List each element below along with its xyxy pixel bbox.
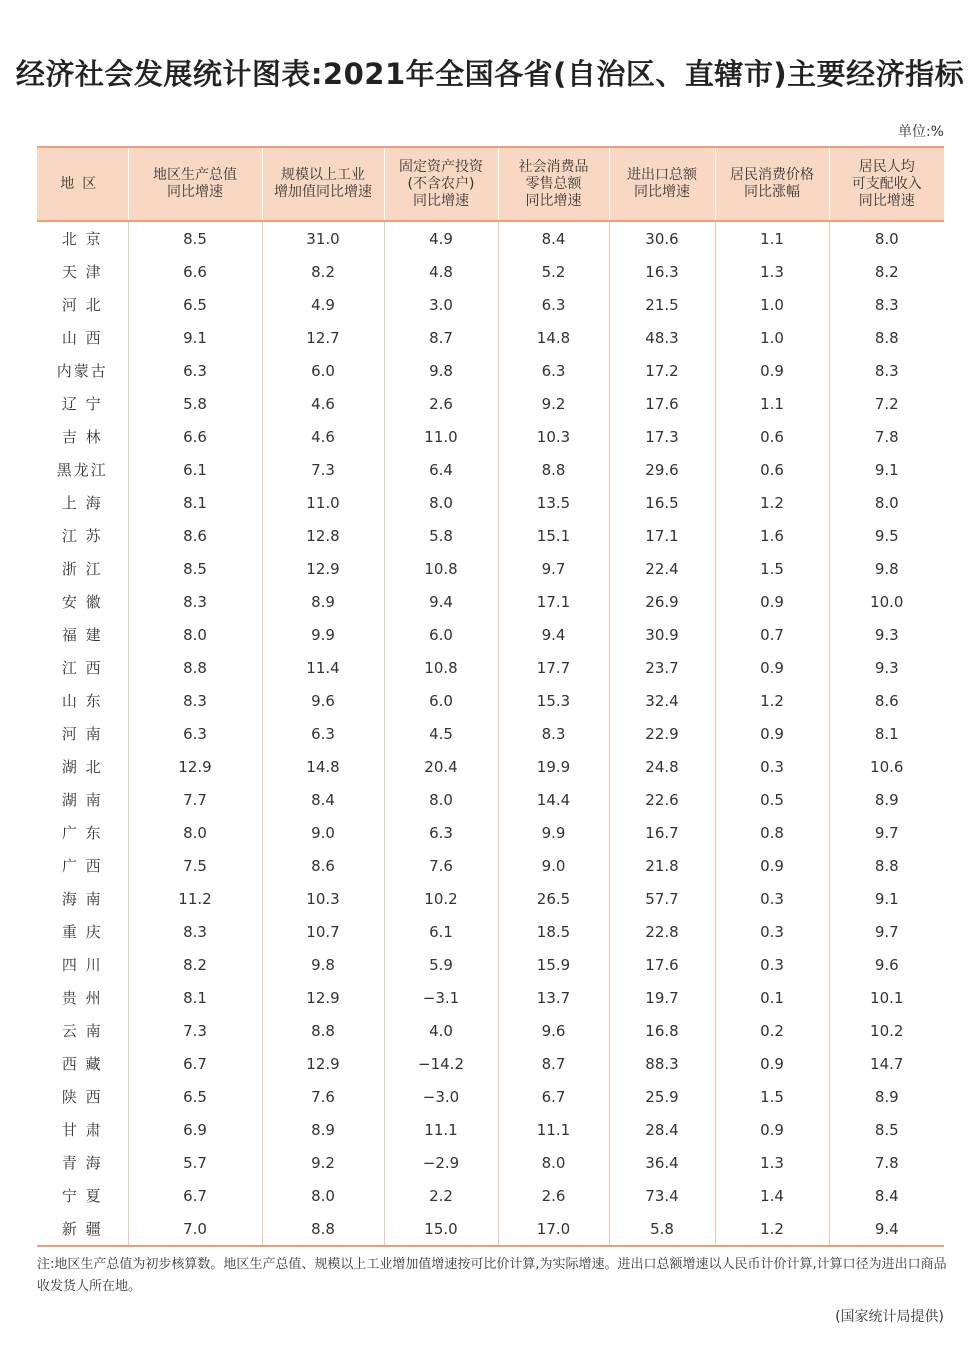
value-cell: 26.5 — [498, 882, 609, 915]
value-cell: 8.6 — [128, 519, 262, 552]
value-cell: 11.1 — [498, 1113, 609, 1146]
value-cell: 16.3 — [609, 255, 715, 288]
value-cell: 0.3 — [715, 750, 829, 783]
value-cell: 8.1 — [128, 486, 262, 519]
value-cell: 14.8 — [498, 321, 609, 354]
value-cell: 6.3 — [498, 354, 609, 387]
table-row — [37, 750, 944, 783]
value-cell: 2.6 — [384, 387, 498, 420]
table-row — [37, 321, 944, 354]
region-cell: 四 川 — [61, 956, 103, 974]
column-header: 居民消费价格 同比涨幅 — [715, 147, 829, 221]
value-cell: 0.9 — [715, 849, 829, 882]
region-cell: 广 西 — [61, 857, 103, 875]
value-cell: 8.8 — [262, 1014, 384, 1047]
table-row — [37, 948, 944, 981]
value-cell: 7.5 — [128, 849, 262, 882]
table-row — [37, 221, 944, 255]
value-cell: 30.9 — [609, 618, 715, 651]
value-cell: 6.5 — [128, 288, 262, 321]
value-cell: 6.4 — [384, 453, 498, 486]
table-row — [37, 1146, 944, 1179]
indicator-table — [37, 146, 944, 1247]
value-cell: 12.9 — [262, 552, 384, 585]
value-cell: 8.4 — [262, 783, 384, 816]
value-cell: 8.0 — [128, 618, 262, 651]
region-cell: 北 京 — [61, 230, 103, 248]
table-row — [37, 552, 944, 585]
value-cell: 7.6 — [262, 1080, 384, 1113]
value-cell: 31.0 — [262, 221, 384, 255]
region-cell: 黑龙江 — [56, 461, 108, 479]
value-cell: 15.3 — [498, 684, 609, 717]
value-cell: 8.9 — [829, 783, 944, 816]
value-cell: 8.2 — [128, 948, 262, 981]
value-cell: 0.2 — [715, 1014, 829, 1047]
region-cell: 辽 宁 — [61, 395, 103, 413]
value-cell: 6.3 — [128, 354, 262, 387]
value-cell: 8.3 — [498, 717, 609, 750]
value-cell: 7.3 — [262, 453, 384, 486]
region-cell: 山 东 — [61, 692, 103, 710]
region-cell: 河 北 — [61, 296, 103, 314]
region-cell: 云 南 — [61, 1022, 103, 1040]
table-row — [37, 453, 944, 486]
value-cell: 10.2 — [829, 1014, 944, 1047]
value-cell: 1.3 — [715, 255, 829, 288]
value-cell: 0.3 — [715, 948, 829, 981]
value-cell: 17.7 — [498, 651, 609, 684]
value-cell: 6.3 — [384, 816, 498, 849]
table-row — [37, 717, 944, 750]
value-cell: 25.9 — [609, 1080, 715, 1113]
value-cell: 8.4 — [829, 1179, 944, 1212]
value-cell: 8.5 — [128, 552, 262, 585]
value-cell: 8.2 — [829, 255, 944, 288]
table-row — [37, 255, 944, 288]
value-cell: 12.9 — [262, 981, 384, 1014]
value-cell: 1.1 — [715, 221, 829, 255]
region-cell: 河 南 — [61, 725, 103, 743]
value-cell: 4.9 — [262, 288, 384, 321]
header-row — [37, 147, 944, 221]
value-cell: 6.1 — [128, 453, 262, 486]
value-cell: 11.0 — [384, 420, 498, 453]
value-cell: 48.3 — [609, 321, 715, 354]
value-cell: 8.3 — [829, 354, 944, 387]
column-header: 规模以上工业 增加值同比增速 — [262, 147, 384, 221]
value-cell: 6.7 — [128, 1047, 262, 1080]
value-cell: 14.4 — [498, 783, 609, 816]
table-row — [37, 915, 944, 948]
value-cell: 1.2 — [715, 684, 829, 717]
value-cell: 0.9 — [715, 651, 829, 684]
value-cell: 9.7 — [829, 816, 944, 849]
value-cell: 9.7 — [498, 552, 609, 585]
value-cell: 4.6 — [262, 387, 384, 420]
value-cell: 0.1 — [715, 981, 829, 1014]
value-cell: 11.4 — [262, 651, 384, 684]
table-row — [37, 1014, 944, 1047]
value-cell: 4.5 — [384, 717, 498, 750]
value-cell: 9.0 — [262, 816, 384, 849]
value-cell: 22.8 — [609, 915, 715, 948]
table-header — [37, 147, 944, 221]
table-row — [37, 1212, 944, 1246]
value-cell: 0.6 — [715, 420, 829, 453]
value-cell: 8.0 — [128, 816, 262, 849]
value-cell: 5.7 — [128, 1146, 262, 1179]
value-cell: 0.9 — [715, 1113, 829, 1146]
value-cell: 8.0 — [498, 1146, 609, 1179]
value-cell: −3.0 — [384, 1080, 498, 1113]
value-cell: 9.0 — [498, 849, 609, 882]
column-header: 地区 — [37, 147, 128, 221]
value-cell: 6.3 — [128, 717, 262, 750]
value-cell: 22.9 — [609, 717, 715, 750]
value-cell: 17.3 — [609, 420, 715, 453]
region-cell: 江 西 — [61, 659, 103, 677]
value-cell: 4.6 — [262, 420, 384, 453]
value-cell: 17.6 — [609, 387, 715, 420]
value-cell: 8.0 — [829, 486, 944, 519]
value-cell: 10.6 — [829, 750, 944, 783]
region-cell: 吉 林 — [61, 428, 103, 446]
value-cell: 8.7 — [498, 1047, 609, 1080]
value-cell: 8.5 — [128, 221, 262, 255]
table-row — [37, 882, 944, 915]
value-cell: 20.4 — [384, 750, 498, 783]
footnote: 注:地区生产总值为初步核算数。地区生产总值、规模以上工业增加值增速按可比价计算,为实际增速。进出口总额增速以人民币计价计算,计算口径为进出口商品收发货人所在地。 — [37, 1257, 947, 1294]
value-cell: 73.4 — [609, 1179, 715, 1212]
value-cell: 9.4 — [384, 585, 498, 618]
value-cell: 22.4 — [609, 552, 715, 585]
page-title: 经济社会发展统计图表:2021年全国各省(自治区、直辖市)主要经济指标 — [15, 57, 965, 91]
value-cell: 9.6 — [829, 948, 944, 981]
value-cell: 9.8 — [262, 948, 384, 981]
value-cell: 1.5 — [715, 1080, 829, 1113]
value-cell: 14.7 — [829, 1047, 944, 1080]
table-row — [37, 618, 944, 651]
table-row — [37, 288, 944, 321]
value-cell: 12.8 — [262, 519, 384, 552]
value-cell: 6.6 — [128, 255, 262, 288]
table-row — [37, 1047, 944, 1080]
value-cell: 6.0 — [262, 354, 384, 387]
value-cell: 9.6 — [498, 1014, 609, 1047]
region-cell: 江 苏 — [61, 527, 103, 545]
value-cell: 3.0 — [384, 288, 498, 321]
value-cell: 8.3 — [829, 288, 944, 321]
value-cell: 9.8 — [829, 552, 944, 585]
value-cell: 11.0 — [262, 486, 384, 519]
value-cell: 17.1 — [498, 585, 609, 618]
value-cell: 12.9 — [128, 750, 262, 783]
value-cell: 15.9 — [498, 948, 609, 981]
value-cell: 8.7 — [384, 321, 498, 354]
region-cell: 浙 江 — [61, 560, 103, 578]
value-cell: 8.1 — [829, 717, 944, 750]
value-cell: 1.6 — [715, 519, 829, 552]
value-cell: 16.5 — [609, 486, 715, 519]
value-cell: 1.1 — [715, 387, 829, 420]
value-cell: 10.8 — [384, 651, 498, 684]
value-cell: 6.0 — [384, 684, 498, 717]
column-header: 进出口总额 同比增速 — [609, 147, 715, 221]
table-row — [37, 420, 944, 453]
value-cell: 9.1 — [128, 321, 262, 354]
region-cell: 宁 夏 — [61, 1187, 103, 1205]
table-row — [37, 1080, 944, 1113]
value-cell: 8.3 — [128, 684, 262, 717]
value-cell: 18.5 — [498, 915, 609, 948]
value-cell: 10.3 — [262, 882, 384, 915]
value-cell: 17.0 — [498, 1212, 609, 1246]
value-cell: 15.1 — [498, 519, 609, 552]
table-row — [37, 387, 944, 420]
value-cell: 8.9 — [262, 585, 384, 618]
value-cell: 2.2 — [384, 1179, 498, 1212]
value-cell: 17.1 — [609, 519, 715, 552]
unit-label: 单位:% — [897, 124, 944, 140]
value-cell: 4.8 — [384, 255, 498, 288]
value-cell: 13.7 — [498, 981, 609, 1014]
value-cell: 12.9 — [262, 1047, 384, 1080]
table-row — [37, 651, 944, 684]
value-cell: −14.2 — [384, 1047, 498, 1080]
value-cell: 30.6 — [609, 221, 715, 255]
value-cell: 7.3 — [128, 1014, 262, 1047]
value-cell: 9.2 — [262, 1146, 384, 1179]
value-cell: 6.3 — [498, 288, 609, 321]
value-cell: 8.8 — [128, 651, 262, 684]
value-cell: 5.8 — [609, 1212, 715, 1246]
value-cell: 8.0 — [384, 486, 498, 519]
value-cell: 7.8 — [829, 1146, 944, 1179]
value-cell: 6.5 — [128, 1080, 262, 1113]
value-cell: 29.6 — [609, 453, 715, 486]
value-cell: 19.7 — [609, 981, 715, 1014]
value-cell: 17.6 — [609, 948, 715, 981]
value-cell: 9.9 — [498, 816, 609, 849]
value-cell: 8.0 — [262, 1179, 384, 1212]
value-cell: 16.8 — [609, 1014, 715, 1047]
value-cell: 0.3 — [715, 915, 829, 948]
value-cell: 26.9 — [609, 585, 715, 618]
region-cell: 安 徽 — [61, 593, 103, 611]
value-cell: 23.7 — [609, 651, 715, 684]
value-cell: 8.0 — [829, 221, 944, 255]
value-cell: 4.9 — [384, 221, 498, 255]
source-credit: (国家统计局提供) — [835, 1309, 944, 1325]
value-cell: 0.5 — [715, 783, 829, 816]
value-cell: 10.1 — [829, 981, 944, 1014]
value-cell: 10.8 — [384, 552, 498, 585]
region-cell: 甘 肃 — [61, 1121, 103, 1139]
value-cell: 5.8 — [384, 519, 498, 552]
value-cell: 0.3 — [715, 882, 829, 915]
value-cell: 6.0 — [384, 618, 498, 651]
value-cell: 8.1 — [128, 981, 262, 1014]
value-cell: 6.1 — [384, 915, 498, 948]
value-cell: 13.5 — [498, 486, 609, 519]
value-cell: 1.2 — [715, 486, 829, 519]
region-cell: 西 藏 — [61, 1055, 103, 1073]
value-cell: 9.3 — [829, 651, 944, 684]
value-cell: 9.1 — [829, 882, 944, 915]
table-row — [37, 585, 944, 618]
table-row — [37, 486, 944, 519]
region-cell: 广 东 — [61, 824, 103, 842]
value-cell: 6.6 — [128, 420, 262, 453]
value-cell: 9.4 — [829, 1212, 944, 1246]
value-cell: 9.4 — [498, 618, 609, 651]
value-cell: −3.1 — [384, 981, 498, 1014]
column-header: 地区生产总值 同比增速 — [128, 147, 262, 221]
column-header: 社会消费品 零售总额 同比增速 — [498, 147, 609, 221]
value-cell: 0.9 — [715, 585, 829, 618]
value-cell: 9.9 — [262, 618, 384, 651]
value-cell: 9.2 — [498, 387, 609, 420]
table-row — [37, 981, 944, 1014]
value-cell: 1.5 — [715, 552, 829, 585]
region-cell: 湖 南 — [61, 791, 103, 809]
value-cell: 1.3 — [715, 1146, 829, 1179]
value-cell: 8.9 — [829, 1080, 944, 1113]
value-cell: 5.8 — [128, 387, 262, 420]
value-cell: 8.4 — [498, 221, 609, 255]
value-cell: 36.4 — [609, 1146, 715, 1179]
value-cell: 6.7 — [128, 1179, 262, 1212]
table-row — [37, 684, 944, 717]
value-cell: 8.8 — [262, 1212, 384, 1246]
value-cell: 0.7 — [715, 618, 829, 651]
value-cell: 8.0 — [384, 783, 498, 816]
value-cell: 7.6 — [384, 849, 498, 882]
region-cell: 湖 北 — [61, 758, 103, 776]
region-cell: 重 庆 — [61, 923, 103, 941]
value-cell: 8.8 — [498, 453, 609, 486]
value-cell: 21.5 — [609, 288, 715, 321]
value-cell: 10.2 — [384, 882, 498, 915]
value-cell: 14.8 — [262, 750, 384, 783]
value-cell: 8.9 — [262, 1113, 384, 1146]
table-row — [37, 354, 944, 387]
value-cell: 9.7 — [829, 915, 944, 948]
value-cell: 8.2 — [262, 255, 384, 288]
value-cell: 8.8 — [829, 849, 944, 882]
value-cell: 7.0 — [128, 1212, 262, 1246]
region-cell: 内蒙古 — [56, 362, 108, 380]
value-cell: 19.9 — [498, 750, 609, 783]
value-cell: 24.8 — [609, 750, 715, 783]
value-cell: 0.6 — [715, 453, 829, 486]
table-row — [37, 783, 944, 816]
region-cell: 上 海 — [61, 494, 103, 512]
value-cell: 11.1 — [384, 1113, 498, 1146]
value-cell: 5.9 — [384, 948, 498, 981]
value-cell: 8.8 — [829, 321, 944, 354]
value-cell: 11.2 — [128, 882, 262, 915]
value-cell: 2.6 — [498, 1179, 609, 1212]
region-cell: 海 南 — [61, 890, 103, 908]
table-row — [37, 816, 944, 849]
region-cell: 贵 州 — [61, 989, 103, 1007]
value-cell: 0.9 — [715, 354, 829, 387]
value-cell: 12.7 — [262, 321, 384, 354]
value-cell: 7.7 — [128, 783, 262, 816]
value-cell: 16.7 — [609, 816, 715, 849]
table-row — [37, 1113, 944, 1146]
value-cell: 9.5 — [829, 519, 944, 552]
value-cell: 22.6 — [609, 783, 715, 816]
value-cell: 8.6 — [829, 684, 944, 717]
column-header: 固定资产投资 (不含农户) 同比增速 — [384, 147, 498, 221]
value-cell: 8.3 — [128, 585, 262, 618]
value-cell: 1.4 — [715, 1179, 829, 1212]
value-cell: 8.6 — [262, 849, 384, 882]
table-body — [37, 221, 944, 1246]
value-cell: 5.2 — [498, 255, 609, 288]
value-cell: 10.0 — [829, 585, 944, 618]
value-cell: 21.8 — [609, 849, 715, 882]
region-cell: 青 海 — [61, 1154, 103, 1172]
value-cell: 10.3 — [498, 420, 609, 453]
table-row — [37, 849, 944, 882]
value-cell: 8.5 — [829, 1113, 944, 1146]
column-header: 居民人均 可支配收入 同比增速 — [829, 147, 944, 221]
value-cell: 15.0 — [384, 1212, 498, 1246]
value-cell: 9.3 — [829, 618, 944, 651]
value-cell: 1.0 — [715, 288, 829, 321]
value-cell: 57.7 — [609, 882, 715, 915]
value-cell: 17.2 — [609, 354, 715, 387]
value-cell: 32.4 — [609, 684, 715, 717]
value-cell: 9.1 — [829, 453, 944, 486]
region-cell: 山 西 — [61, 329, 103, 347]
value-cell: 6.9 — [128, 1113, 262, 1146]
value-cell: 0.9 — [715, 1047, 829, 1080]
value-cell: 7.8 — [829, 420, 944, 453]
table-row — [37, 1179, 944, 1212]
value-cell: 1.0 — [715, 321, 829, 354]
value-cell: 6.3 — [262, 717, 384, 750]
table-row — [37, 519, 944, 552]
region-cell: 福 建 — [61, 626, 103, 644]
value-cell: 6.7 — [498, 1080, 609, 1113]
value-cell: 1.2 — [715, 1212, 829, 1246]
region-cell: 陕 西 — [61, 1088, 103, 1106]
value-cell: 4.0 — [384, 1014, 498, 1047]
region-cell: 新 疆 — [37, 1212, 128, 1246]
value-cell: 9.8 — [384, 354, 498, 387]
region-cell: 天 津 — [61, 263, 103, 281]
value-cell: 7.2 — [829, 387, 944, 420]
value-cell: −2.9 — [384, 1146, 498, 1179]
value-cell: 0.8 — [715, 816, 829, 849]
value-cell: 8.3 — [128, 915, 262, 948]
value-cell: 28.4 — [609, 1113, 715, 1146]
value-cell: 88.3 — [609, 1047, 715, 1080]
value-cell: 9.6 — [262, 684, 384, 717]
value-cell: 0.9 — [715, 717, 829, 750]
value-cell: 10.7 — [262, 915, 384, 948]
